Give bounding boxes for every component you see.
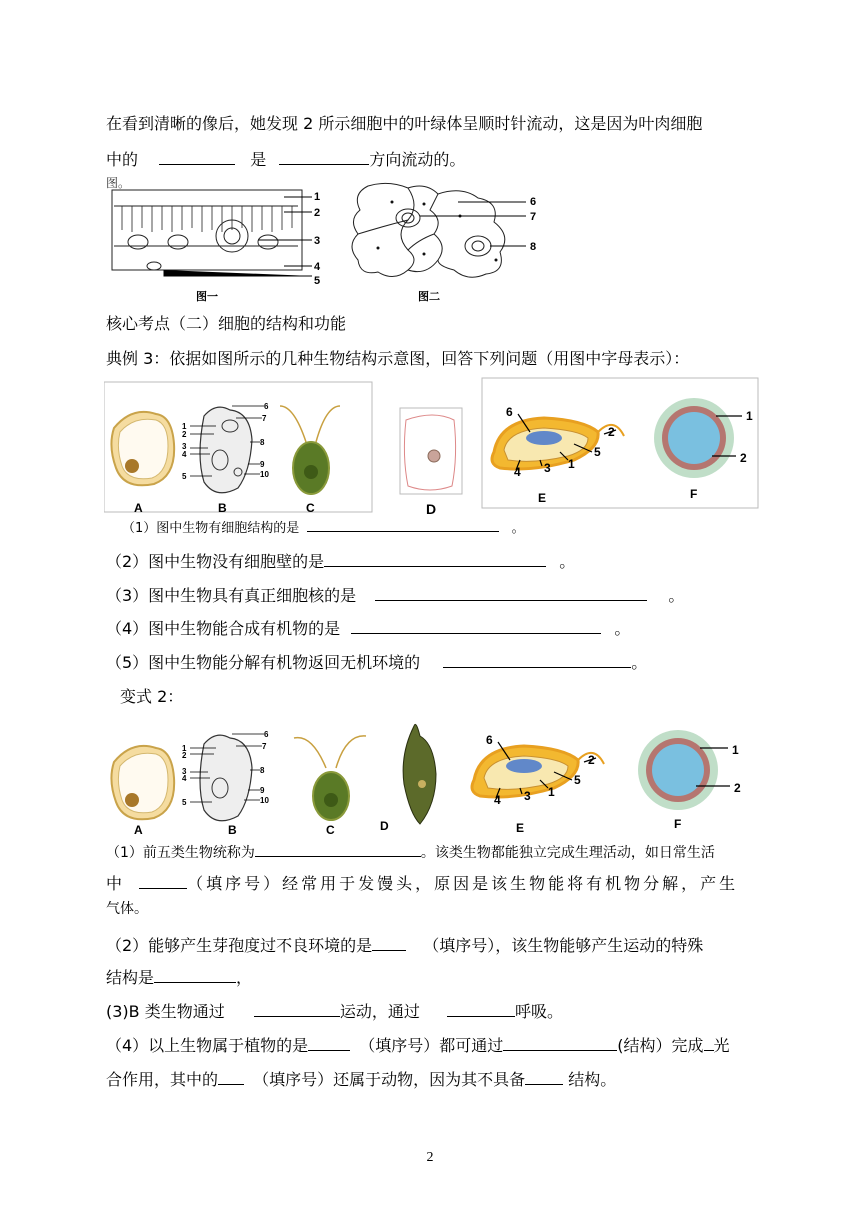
figure-label: 1	[732, 743, 739, 757]
variant-organisms-figure	[104, 714, 760, 836]
figure-label: 6	[264, 730, 269, 739]
question-punct: 。	[668, 586, 685, 605]
figure-caption-1: 图一	[196, 291, 218, 303]
leaf-structure-figure	[108, 180, 568, 304]
variant-q2-line2	[106, 966, 252, 989]
intro-line-1: 在看到清晰的像后，她发现 2 所示细胞中的叶绿体呈顺时针流动，这是因为叶肉细胞	[106, 114, 703, 133]
figure-label: 7	[262, 414, 267, 423]
organism-letter: E	[538, 491, 547, 505]
figure-label: 6	[506, 405, 513, 419]
variant-q1-line3: 气体。	[106, 901, 148, 917]
question-text: 结构是	[106, 968, 155, 987]
organism-letter: C	[306, 501, 315, 515]
question-4	[106, 617, 630, 640]
question-punct: 。	[631, 653, 648, 672]
organism-letter: B	[228, 823, 237, 836]
question-text: （4）以上生物属于植物的是	[106, 1036, 309, 1055]
answer-blank[interactable]	[351, 617, 601, 634]
figure-label: 1	[568, 457, 575, 471]
figure-label: 10	[260, 470, 269, 479]
page-number: 2	[426, 1150, 434, 1165]
yeast-nucleus	[125, 459, 139, 473]
question-punct: 。	[511, 521, 525, 536]
figure-label: 5	[314, 275, 321, 287]
figure-label: 9	[260, 460, 265, 469]
organism-letter: B	[218, 501, 227, 515]
question-text: （5）图中生物能分解有机物返回无机环境的	[106, 653, 421, 672]
figure-label: 1	[182, 744, 187, 753]
figure-label: 6	[486, 733, 493, 747]
question-3	[106, 584, 684, 607]
answer-blank[interactable]	[447, 1000, 515, 1017]
answer-blank[interactable]	[279, 148, 369, 165]
figure-label: 10	[260, 796, 269, 805]
figure-label: 6	[264, 402, 269, 411]
figure-label: 2	[734, 781, 741, 795]
figure-label: 6	[530, 196, 537, 208]
variant-q2-line1	[106, 934, 703, 957]
paramecium-cell	[200, 407, 252, 493]
question-text: （1）前五类生物统称为	[106, 845, 255, 861]
answer-blank[interactable]	[218, 1068, 244, 1085]
figure-label: 5	[594, 445, 601, 459]
question-text: 合作用，其中的	[106, 1070, 219, 1089]
question-text: （4）图中生物能合成有机物的是	[106, 619, 341, 638]
answer-blank[interactable]	[704, 1034, 714, 1051]
question-text: （1）图中生物有细胞结构的是	[122, 521, 300, 536]
question-text: 。该类生物都能独立完成生理活动，如日常生活	[420, 845, 715, 861]
question-text: （2）图中生物没有细胞壁的是	[106, 552, 325, 571]
question-text: （填序号）都可通过	[359, 1036, 504, 1055]
section-heading: 核心考点（二）细胞的结构和功能	[106, 314, 347, 333]
intro-text: 方向流动的。	[369, 150, 466, 169]
variant-title: 变式 2：	[120, 687, 184, 706]
figure-label: 3	[314, 235, 321, 247]
figure-label: 1	[314, 191, 321, 203]
answer-blank[interactable]	[372, 934, 406, 951]
organism-letter: F	[674, 817, 682, 831]
answer-blank[interactable]	[307, 515, 499, 532]
figure-label: 2	[740, 451, 747, 465]
variant-q4-line2	[106, 1068, 616, 1091]
question-text: （填序号）经常用于发馒头，原因是该生物能将有机物分解，产生	[187, 874, 739, 893]
leaf-cross-section	[112, 190, 302, 270]
question-text: （填序号）还属于动物，因为其不具备	[253, 1070, 526, 1089]
figure-label: 5	[574, 773, 581, 787]
epidermis-cells	[352, 183, 505, 277]
question-text: (3)B 类生物通过	[106, 1002, 225, 1021]
question-punct: 。	[614, 619, 631, 638]
organism-letter: A	[134, 501, 143, 515]
variant-q1-line2	[106, 872, 738, 895]
answer-blank[interactable]	[324, 550, 546, 567]
answer-blank[interactable]	[308, 1034, 350, 1051]
answer-blank[interactable]	[255, 840, 421, 857]
variant-q3	[106, 1000, 563, 1023]
figure-label: 7	[262, 742, 267, 751]
figure-label: 7	[530, 211, 537, 223]
figure-label: 3	[544, 461, 551, 475]
question-text: （3）图中生物具有真正细胞核的是	[106, 586, 357, 605]
organism-letter: D	[380, 819, 389, 833]
organisms-figure	[104, 376, 760, 516]
answer-blank[interactable]	[139, 872, 187, 889]
question-text: ，	[236, 968, 253, 987]
question-text: 中	[106, 874, 126, 893]
figure-label: 3	[182, 442, 187, 451]
question-punct: 。	[559, 552, 576, 571]
figure-label: 4	[314, 261, 321, 273]
question-text: （填序号），该生物能够产生运动的特殊	[423, 936, 704, 955]
figure-label: 5	[182, 798, 187, 807]
question-text: 结构。	[568, 1070, 617, 1089]
figure-label: 1	[746, 409, 753, 423]
figure-label: 8	[260, 766, 265, 775]
question-text: 呼吸。	[514, 1002, 563, 1021]
figure-label: 2	[608, 425, 615, 439]
euglena-cell	[403, 724, 436, 824]
figure-label: 8	[260, 438, 265, 447]
answer-blank[interactable]	[154, 966, 236, 983]
figure-label: 2	[588, 753, 595, 767]
figure-label: 4	[182, 774, 187, 783]
answer-blank[interactable]	[375, 584, 647, 601]
answer-blank[interactable]	[443, 651, 631, 668]
figure-label: 2	[182, 430, 187, 439]
question-text: 运动，通过	[339, 1002, 420, 1021]
question-1	[122, 515, 525, 540]
figure-label: 4	[494, 793, 501, 807]
organism-letter: A	[134, 823, 143, 836]
organism-letter: D	[426, 501, 437, 516]
intro-line-2	[106, 148, 465, 171]
figure-caption-partial: 图。	[106, 176, 131, 190]
question-text: 光	[713, 1036, 730, 1055]
figure-label: 2	[182, 751, 187, 760]
variant-q4-line1	[106, 1034, 730, 1057]
organism-letter: F	[690, 487, 698, 501]
question-text: （2）能够产生芽孢度过不良环境的是	[106, 936, 373, 955]
answer-blank[interactable]	[159, 148, 235, 165]
figure-label: 1	[182, 422, 187, 431]
organism-letter: E	[516, 821, 525, 835]
figure-label: 8	[530, 241, 537, 253]
question-2	[106, 550, 575, 573]
example-prompt: 典例 3：依据如图所示的几种生物结构示意图，回答下列问题（用图中字母表示）：	[106, 349, 690, 368]
figure-label: 3	[524, 789, 531, 803]
answer-blank[interactable]	[525, 1068, 563, 1085]
figure-label: 4	[182, 450, 187, 459]
variant-q1-line1	[106, 840, 715, 864]
intro-text: 是	[250, 150, 267, 169]
answer-blank[interactable]	[503, 1034, 617, 1051]
figure-label: 5	[182, 472, 187, 481]
figure-label: 2	[314, 207, 321, 219]
figure-label: 4	[514, 465, 521, 479]
question-5	[106, 651, 647, 674]
answer-blank[interactable]	[254, 1000, 340, 1017]
figure-label: 1	[548, 785, 555, 799]
figure-label: 3	[182, 767, 187, 776]
figure-label: 9	[260, 786, 265, 795]
figure-caption-2: 图二	[418, 291, 440, 303]
organism-letter: C	[326, 823, 335, 836]
intro-text: 中的	[106, 150, 139, 169]
question-text: (结构）完成	[617, 1036, 704, 1055]
